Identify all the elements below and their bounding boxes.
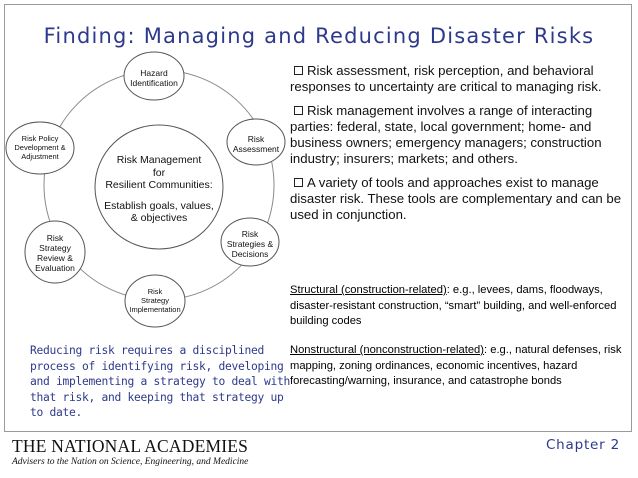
bullet-text: Risk management involves a range of interacting parties: federal, state, local government; home- and business owners; emergency managers; construction industry; insurers; markets; and others. — [290, 103, 602, 166]
bullet-item — [290, 175, 630, 223]
node-review-line: Strategy — [39, 243, 71, 253]
node-assessment — [226, 134, 286, 154]
node-strategies — [220, 229, 280, 259]
center-line: for — [152, 166, 166, 179]
center-gap — [97, 192, 221, 200]
logo-name: THE NATIONAL ACADEMIES — [12, 436, 249, 456]
logo-tagline: Advisers to the Nation on Science, Engineering, and Medicine — [12, 457, 249, 467]
slide-title: Finding: Managing and Reducing Disaster Risks — [43, 24, 595, 48]
node-strategies-line: Decisions — [231, 249, 269, 259]
center-line: Risk Management — [116, 154, 202, 166]
center-line: & objectives — [130, 212, 188, 224]
node-policy-line: Adjustment — [21, 152, 59, 161]
checkbox-bullet-icon — [294, 106, 303, 115]
bullet-item — [290, 103, 630, 167]
node-strategies-line: Strategies & — [226, 239, 274, 249]
bullet-item — [290, 63, 630, 95]
center-line: Establish goals, values, — [104, 199, 214, 212]
center-line: Resilient Communities: — [105, 179, 213, 191]
node-review — [23, 233, 87, 273]
node-implementation-line: Risk — [147, 287, 163, 296]
node-implementation-line: Implementation — [129, 305, 181, 314]
node-strategies-line: Risk — [241, 229, 259, 239]
national-academies-logo — [12, 437, 248, 468]
node-hazard-line: Hazard — [140, 68, 168, 78]
node-hazard — [124, 68, 184, 88]
node-review-line: Evaluation — [35, 263, 75, 273]
chapter-label: Chapter 2 — [545, 437, 620, 453]
nonstructural-detail — [290, 343, 630, 390]
nonstructural-text: : e.g., natural defenses, risk mapping, zoning ordinances, economic incentives, hazard forecasting/warning, insurance, and catastrophe bonds — [290, 344, 622, 387]
structural-detail — [290, 283, 630, 330]
checkbox-bullet-icon — [294, 178, 303, 187]
structural-text: : e.g., levees, dams, floodways, disaster-resistant construction, “smart” building, and well-enforced building codes — [290, 284, 617, 327]
node-hazard-line: Identification — [130, 78, 178, 88]
nonstructural-label: Nonstructural (nonconstruction-related) — [290, 344, 485, 356]
node-review-line: Review & — [37, 253, 73, 263]
node-implementation — [124, 287, 186, 314]
center-label — [97, 154, 221, 225]
findings-list — [290, 63, 630, 231]
checkbox-bullet-icon — [294, 66, 303, 75]
node-assessment-line: Assessment — [232, 144, 280, 154]
bullet-text: A variety of tools and approaches exist to manage disaster risk. These tools are complementary and can be used in conjunction. — [290, 175, 622, 222]
bullet-text: Risk assessment, risk perception, and behavioral responses to uncertainty are critical to managing risk. — [290, 63, 602, 94]
node-review-line: Risk — [46, 233, 64, 243]
node-implementation-line: Strategy — [141, 296, 169, 305]
node-assessment-line: Risk — [247, 134, 265, 144]
summary-statement: Reducing risk requires a disciplined process of identifying risk, developing and implementing a strategy to deal with that risk, and keeping that strategy up to date. — [30, 344, 291, 419]
node-policy-line: Risk Policy — [21, 134, 59, 143]
node-policy-line: Development & — [14, 143, 66, 152]
structural-label: Structural (construction-related) — [290, 284, 447, 296]
node-policy — [3, 134, 77, 161]
